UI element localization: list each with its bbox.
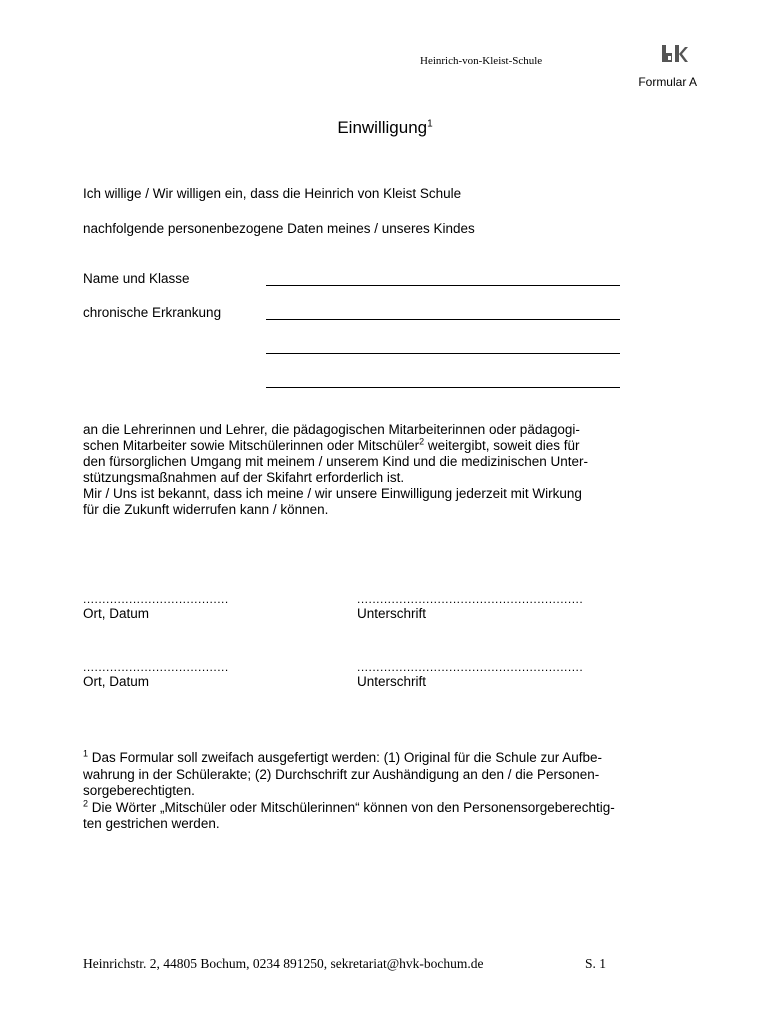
title-text: Einwilligung (337, 118, 428, 137)
illness-label: chronische Erkrankung (83, 305, 222, 320)
footnote-2-line-2: ten gestrichen werden. (83, 816, 220, 831)
consent-paragraph (83, 422, 693, 518)
footnote-1-line-2: wahrung in der Schülerakte; (2) Durchschrift zur Aushändigung an den / die Personen- (83, 766, 600, 782)
name-class-field[interactable] (266, 285, 620, 286)
consent-footnote-ref: 2 (419, 436, 425, 447)
footnote-1-ref: 1 (83, 748, 89, 759)
place-date-field-2[interactable]: ...................................... (83, 660, 229, 674)
page-title (0, 118, 770, 138)
consent-line-2 (83, 438, 693, 454)
footnote-1 (83, 750, 698, 767)
name-class-label: Name und Klasse (83, 271, 190, 286)
place-date-field-1[interactable]: ...................................... (83, 592, 229, 606)
form-label: Formular A (638, 75, 697, 89)
page-number: S. 1 (585, 956, 607, 971)
place-date-label-2: Ort, Datum (83, 674, 150, 689)
consent-line-6: für die Zukunft widerrufen kann / können. (83, 502, 329, 517)
place-date-label-1: Ort, Datum (83, 606, 150, 621)
school-name: Heinrich-von-Kleist-Schule (420, 55, 543, 67)
consent-line-2-text: schen Mitarbeiter sowie Mitschülerinnen oder Mitschüler (83, 438, 420, 453)
intro-line-1: Ich willige / Wir willigen ein, dass die Heinrich von Kleist Schule (83, 186, 462, 201)
footer-address: Heinrichstr. 2, 44805 Bochum, 0234 891250, sekretariat@hvk-bochum.de (83, 956, 484, 971)
footnote-1-line-3: sorgeberechtigten. (83, 783, 195, 798)
school-logo (660, 42, 688, 64)
consent-line-1: an die Lehrerinnen und Lehrer, die pädagogischen Mitarbeiterinnen oder pädagogi- (83, 422, 580, 437)
footnote-1-line-1: Das Formular soll zweifach ausgefertigt werden: (1) Original für die Schule zur Aufbe- (88, 750, 602, 765)
footnotes (83, 750, 698, 833)
signature-field-2[interactable]: ........................................................... (357, 660, 584, 674)
footnote-2-ref: 2 (83, 798, 89, 808)
illness-field-3[interactable] (266, 387, 620, 388)
consent-line-4: stützungsmaßnahmen auf der Skifahrt erforderlich ist. (83, 470, 405, 485)
consent-line-2-rest: weitergibt, soweit dies für (424, 438, 580, 453)
footnote-2 (83, 800, 698, 817)
signature-field-1[interactable]: ........................................................... (357, 592, 584, 606)
intro-line-2: nachfolgende personenbezogene Daten meines / unseres Kindes (83, 221, 475, 236)
title-footnote-ref: 1 (427, 118, 433, 130)
consent-line-5: Mir / Uns ist bekannt, dass ich meine / wir unsere Einwilligung jederzeit mit Wirkung (83, 486, 582, 501)
illness-field-2[interactable] (266, 353, 620, 354)
consent-line-3: den fürsorglichen Umgang mit meinem / unserem Kind und die medizinischen Unter- (83, 454, 588, 469)
signature-label-1: Unterschrift (357, 606, 427, 621)
illness-field-1[interactable] (266, 319, 620, 320)
signature-label-2: Unterschrift (357, 674, 427, 689)
footnote-2-line-1: Die Wörter „Mitschüler oder Mitschülerinnen“ können von den Personensorgeberechtig- (88, 799, 615, 815)
